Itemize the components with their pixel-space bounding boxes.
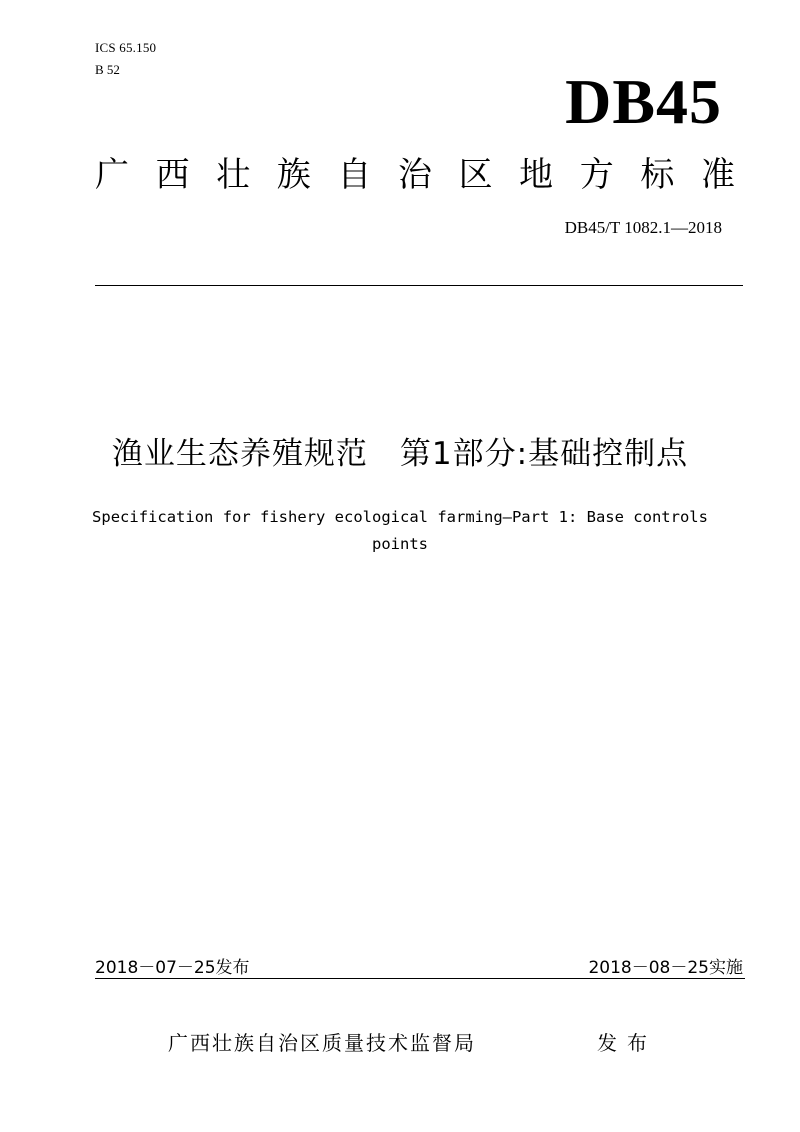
issue-date: 2018－07－25发布 [95,958,250,978]
standard-type-char: 地 [519,155,554,195]
standard-type-char: 广 [95,155,129,195]
footer-divider [95,978,745,979]
standard-type-char: 壮 [216,155,251,195]
db-code-mark: DB45 [565,66,722,137]
header-divider [95,285,743,286]
standard-type-char: 自 [337,155,372,195]
standard-type-char: 治 [397,155,432,195]
issuing-authority: 广西壮族自治区质量技术监督局 [168,1031,476,1055]
standard-type-char: 准 [700,155,735,195]
title-chinese: 渔业生态养殖规范 第1部分:基础控制点 [111,436,689,472]
ccs-code: B 52 [95,62,120,77]
title-english: Specification for fishery ecological farming—Part 1: Base controls points [92,508,708,553]
standard-type-char: 西 [155,155,190,195]
standard-type-char: 标 [640,155,675,195]
standard-type [95,155,735,195]
ics-code: ICS 65.150 [95,40,157,55]
standard-type-char: 区 [458,155,493,195]
implementation-date: 2018－08－25实施 [588,958,743,978]
standard-type-char: 方 [579,155,614,195]
issue-label: 发布 [597,1031,657,1055]
standard-number: DB45/T 1082.1—2018 [564,218,722,237]
standard-type-char: 族 [276,155,311,195]
